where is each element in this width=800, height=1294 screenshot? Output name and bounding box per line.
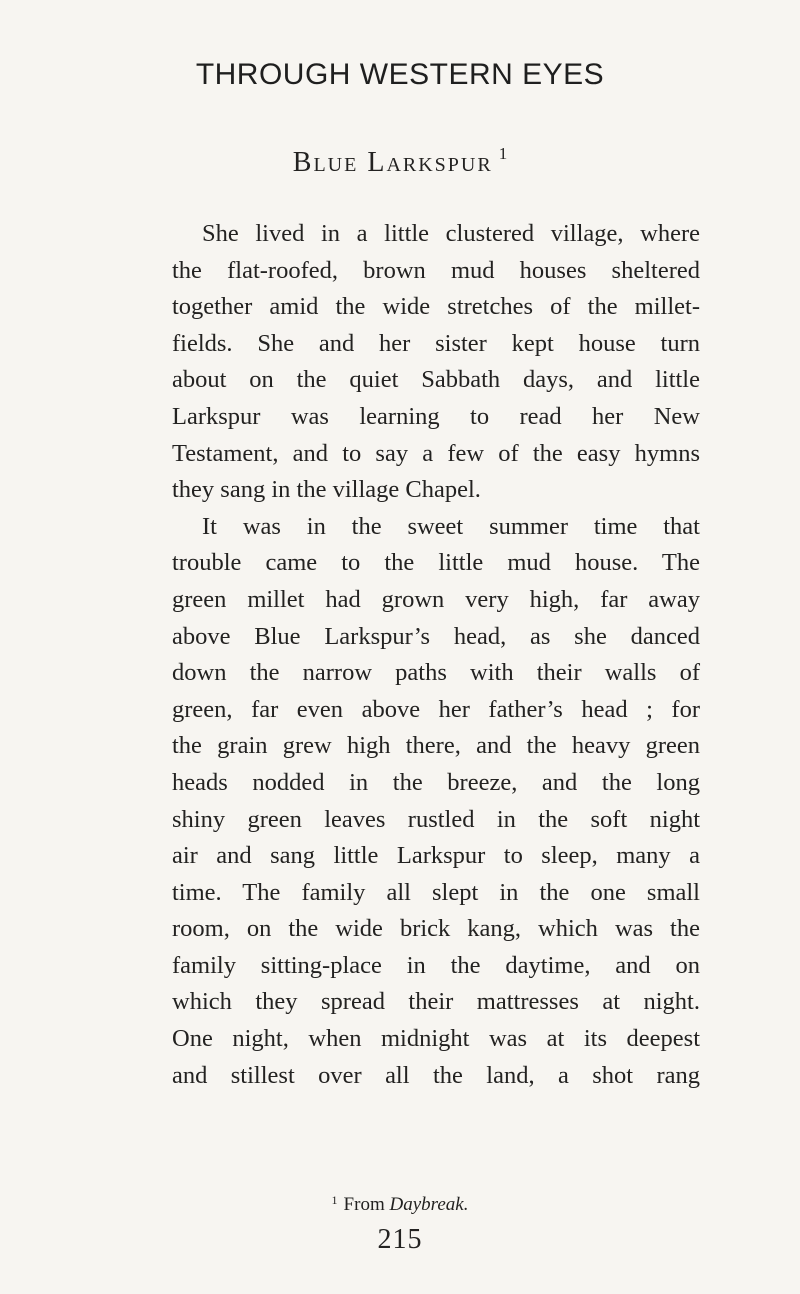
text-line: together amid the wide stretches of the millet- [172,293,700,321]
text-line: It was in the sweet summer time that [202,512,700,540]
text-line: Testament, and to say a few of the easy hymns [172,439,700,467]
text-line: and stillest over all the land, a shot rang [172,1061,700,1089]
text-line: the flat-roofed, brown mud houses sheltered [172,256,700,284]
text-line: air and sang little Larkspur to sleep, many a [172,842,700,870]
chapter-title [0,144,800,179]
footnote-prefix: From [343,1194,390,1215]
footnote-source: Daybreak. [389,1194,469,1215]
text-line: green millet had grown very high, far away [172,585,700,613]
text-line: She lived in a little clustered village, where [202,220,700,247]
footnote-marker: 1 [331,1193,338,1207]
text-line: green, far even above her father’s head ; for [172,695,700,723]
text-line: Larkspur was learning to read her New [172,402,700,430]
footnote-reference: 1 [498,144,508,163]
text-line: heads nodded in the breeze, and the long [172,768,700,796]
body-text [172,216,700,1094]
text-line: trouble came to the little mud house. The [172,549,700,577]
text-line: about on the quiet Sabbath days, and little [172,366,700,394]
text-line: fields. She and her sister kept house turn [172,329,700,357]
text-line: shiny green leaves rustled in the soft night [172,805,700,833]
running-head: THROUGH WESTERN EYES [195,58,605,91]
text-line: time. The family all slept in the one small [172,878,700,906]
text-line: they sang in the village Chapel. [172,476,481,504]
text-line: above Blue Larkspur’s head, as she danced [172,622,700,650]
text-line: down the narrow paths with their walls of [172,659,700,687]
text-line: room, on the wide brick kang, which was the [172,915,700,943]
text-line: One night, when midnight was at its deepest [172,1025,700,1053]
text-line: family sitting-place in the daytime, and on [172,951,700,979]
text-line: which they spread their mattresses at night. [172,988,700,1016]
footnote [0,1193,800,1216]
text-line: the grain grew high there, and the heavy green [172,732,700,760]
chapter-title-text: Blue Larkspur [292,147,493,178]
page-number: 215 [377,1224,423,1255]
